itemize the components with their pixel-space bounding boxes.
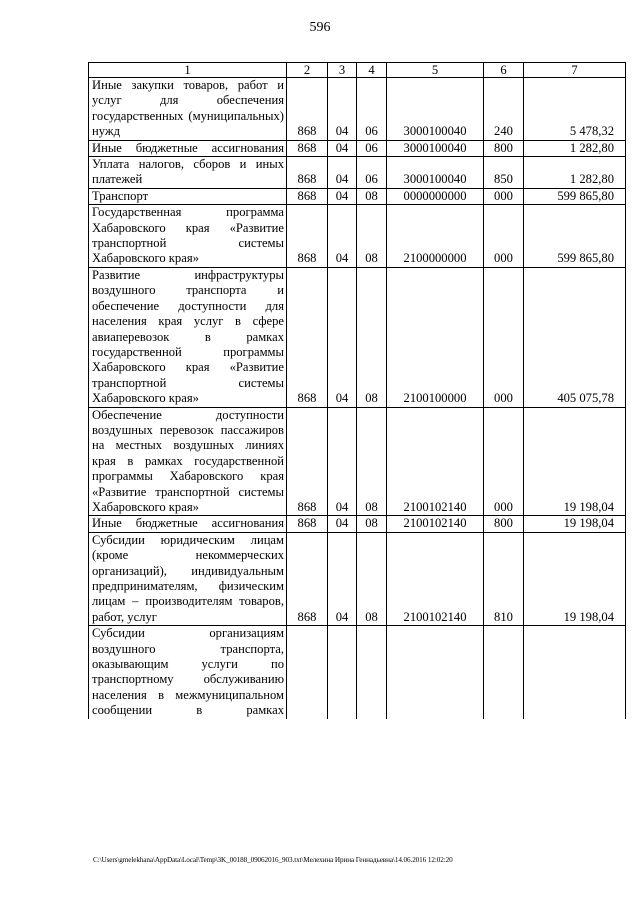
cell-target-article: 2100000000 <box>387 205 484 268</box>
cell-amount: 599 865,80 <box>524 205 626 268</box>
cell-ministry: 868 <box>287 532 328 625</box>
column-header: 7 <box>524 63 626 78</box>
cell-amount <box>524 626 626 719</box>
table-row <box>89 626 626 719</box>
column-header: 2 <box>287 63 328 78</box>
cell-subsection <box>357 626 387 719</box>
cell-subsection: 06 <box>357 140 387 156</box>
cell-target-article: 2100100000 <box>387 267 484 407</box>
cell-amount: 1 282,80 <box>524 140 626 156</box>
budget-table <box>88 62 626 719</box>
cell-section: 04 <box>328 78 357 141</box>
cell-ministry: 868 <box>287 188 328 204</box>
row-description: Уплата налогов, сборов и иных платежей <box>89 157 287 189</box>
cell-expense-type: 000 <box>484 267 524 407</box>
cell-subsection: 06 <box>357 157 387 189</box>
column-header: 3 <box>328 63 357 78</box>
table-row <box>89 157 626 189</box>
cell-expense-type: 800 <box>484 140 524 156</box>
cell-expense-type: 800 <box>484 516 524 532</box>
cell-expense-type: 000 <box>484 205 524 268</box>
column-header: 5 <box>387 63 484 78</box>
row-description: Транспорт <box>89 188 287 204</box>
cell-section <box>328 626 357 719</box>
table-row <box>89 78 626 141</box>
cell-ministry: 868 <box>287 140 328 156</box>
cell-amount: 19 198,04 <box>524 516 626 532</box>
cell-amount: 19 198,04 <box>524 532 626 625</box>
row-description: Иные бюджетные ассигнования <box>89 516 287 532</box>
cell-amount: 599 865,80 <box>524 188 626 204</box>
cell-amount: 1 282,80 <box>524 157 626 189</box>
cell-section: 04 <box>328 407 357 516</box>
cell-section: 04 <box>328 516 357 532</box>
cell-amount: 19 198,04 <box>524 407 626 516</box>
cell-subsection: 08 <box>357 516 387 532</box>
cell-expense-type: 810 <box>484 532 524 625</box>
cell-expense-type: 000 <box>484 188 524 204</box>
cell-amount: 5 478,32 <box>524 78 626 141</box>
table-header-row <box>89 63 626 78</box>
cell-expense-type: 850 <box>484 157 524 189</box>
table-row <box>89 532 626 625</box>
cell-expense-type: 240 <box>484 78 524 141</box>
table-row <box>89 205 626 268</box>
cell-subsection: 08 <box>357 188 387 204</box>
cell-ministry: 868 <box>287 205 328 268</box>
cell-ministry: 868 <box>287 407 328 516</box>
cell-ministry: 868 <box>287 157 328 189</box>
cell-ministry: 868 <box>287 267 328 407</box>
row-description: Иные бюджетные ассигнования <box>89 140 287 156</box>
table-row <box>89 188 626 204</box>
cell-subsection: 08 <box>357 267 387 407</box>
cell-section: 04 <box>328 205 357 268</box>
column-header: 4 <box>357 63 387 78</box>
cell-target-article: 3000100040 <box>387 157 484 189</box>
cell-target-article: 0000000000 <box>387 188 484 204</box>
table-row <box>89 267 626 407</box>
column-header: 6 <box>484 63 524 78</box>
cell-section: 04 <box>328 140 357 156</box>
cell-ministry <box>287 626 328 719</box>
cell-target-article <box>387 626 484 719</box>
cell-expense-type <box>484 626 524 719</box>
footer-path: C:\Users\gmelekhana\AppData\Local\Temp\3K_00188_09062016_903.txt\Мелехина Ирина Геннадьевна\14.06.2016 12:02:20 <box>93 856 453 864</box>
cell-target-article: 3000100040 <box>387 78 484 141</box>
row-description: Субсидии организациям воздушного транспорта, оказывающим услуги по транспортному обслуживанию населения в межмуниципальном сообщении в рамках <box>89 626 287 719</box>
cell-section: 04 <box>328 532 357 625</box>
row-description: Государственная программа Хабаровского края «Развитие транспортной системы Хабаровского края» <box>89 205 287 268</box>
table-row <box>89 140 626 156</box>
cell-target-article: 2100102140 <box>387 407 484 516</box>
cell-subsection: 06 <box>357 78 387 141</box>
table-row <box>89 407 626 516</box>
cell-subsection: 08 <box>357 532 387 625</box>
cell-ministry: 868 <box>287 516 328 532</box>
cell-subsection: 08 <box>357 407 387 516</box>
table-row <box>89 516 626 532</box>
column-header: 1 <box>89 63 287 78</box>
cell-target-article: 2100102140 <box>387 532 484 625</box>
cell-section: 04 <box>328 267 357 407</box>
row-description: Развитие инфраструктуры воздушного транспорта и обеспечение доступности для населения края услуг в сфере авиаперевозок в рамках государственной программы Хабаровского края «Развитие транспортной системы Хабаровского края» <box>89 267 287 407</box>
row-description: Субсидии юридическим лицам (кроме некоммерческих организаций), индивидуальным предпринимателям, физическим лицам – производителям товаров, работ, услуг <box>89 532 287 625</box>
cell-ministry: 868 <box>287 78 328 141</box>
cell-subsection: 08 <box>357 205 387 268</box>
cell-target-article: 3000100040 <box>387 140 484 156</box>
cell-target-article: 2100102140 <box>387 516 484 532</box>
cell-expense-type: 000 <box>484 407 524 516</box>
row-description: Иные закупки товаров, работ и услуг для обеспечения государственных (муниципальных) нужд <box>89 78 287 141</box>
cell-section: 04 <box>328 188 357 204</box>
cell-section: 04 <box>328 157 357 189</box>
cell-amount: 405 075,78 <box>524 267 626 407</box>
row-description: Обеспечение доступности воздушных перевозок пассажиров на местных воздушных линиях края в рамках государственной программы Хабаровского края «Развитие транспортной системы Хабаровского края» <box>89 407 287 516</box>
page-number: 596 <box>309 20 331 35</box>
